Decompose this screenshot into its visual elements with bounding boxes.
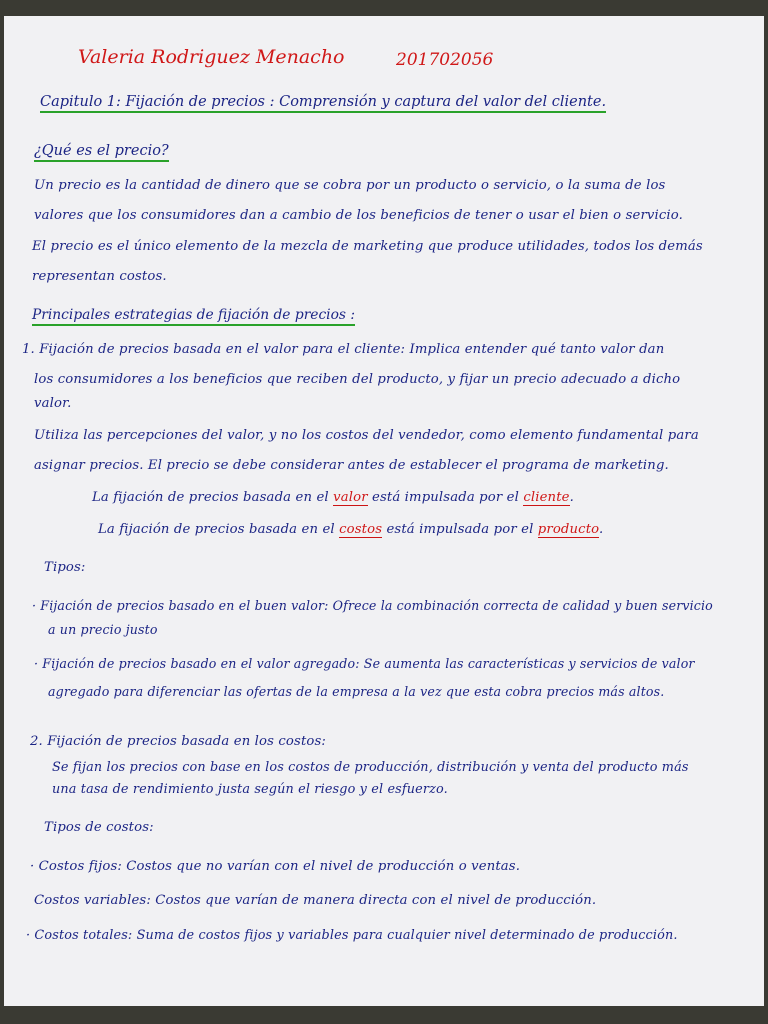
cost-line-mid: está impulsada por el <box>382 522 538 537</box>
costos-item: · Costos fijos: Costos que no varían con el nivel de producción o ventas. <box>30 859 521 874</box>
strategy-1-line: Utiliza las percepciones del valor, y no los costos del vendedor, como elemento fundamental para <box>34 428 699 443</box>
chapter-title-text: Capitulo 1: Fijación de precios : Comprensión y captura del valor del cliente. <box>40 94 606 113</box>
cost-driven-line <box>98 522 603 537</box>
tipo-line: a un precio justo <box>48 622 158 637</box>
costos-item: · Costos totales: Suma de costos fijos y variables para cualquier nivel determinado de producción. <box>26 928 678 943</box>
strategy-1-line: valor. <box>34 396 72 411</box>
question-heading-text: ¿Qué es el precio? <box>34 143 169 162</box>
paragraph-line: Un precio es la cantidad de dinero que se cobra por un producto o servicio, o la suma de los <box>34 178 666 193</box>
strategies-heading-text: Principales estrategias de fijación de precios : <box>32 307 355 326</box>
client-word: cliente <box>523 490 570 505</box>
costos-item: Costos variables: Costos que varían de manera directa con el nivel de producción. <box>34 893 597 908</box>
product-word: producto <box>537 522 600 537</box>
value-word: valor <box>333 490 368 505</box>
tipo-line: · Fijación de precios basado en el buen valor: Ofrece la combinación correcta de calidad y buen servicio <box>32 598 713 613</box>
cost-line-end: . <box>599 522 604 537</box>
strategy-1-line: los consumidores a los beneficios que reciben del producto, y fijar un precio adecuado a dicho <box>34 372 681 387</box>
cost-line-pre: La fijación de precios basada en el <box>98 522 340 537</box>
tipos-label: Tipos: <box>44 560 86 575</box>
value-line-mid: está impulsada por el <box>367 490 524 505</box>
paragraph-line: valores que los consumidores dan a cambio de los beneficios de tener o usar el bien o servicio. <box>34 208 684 223</box>
costs-word: costos <box>339 522 383 537</box>
strategy-2-line: 2. Fijación de precios basada en los costos: <box>30 734 326 749</box>
strategy-2-line: Se fijan los precios con base en los costos de producción, distribución y venta del producto más <box>52 760 689 775</box>
notebook-page <box>4 16 764 1006</box>
value-line-pre: La fijación de precios basada en el <box>92 490 334 505</box>
question-heading <box>34 143 169 159</box>
paragraph-line: El precio es el único elemento de la mezcla de marketing que produce utilidades, todos los demás <box>32 239 703 254</box>
value-driven-line <box>92 490 574 505</box>
costos-label: Tipos de costos: <box>44 820 154 835</box>
student-name: Valeria Rodriguez Menacho <box>78 46 345 68</box>
tipo-line: agregado para diferenciar las ofertas de la empresa a la vez que esta cobra precios más altos. <box>48 684 665 699</box>
strategy-2-line: una tasa de rendimiento justa según el riesgo y el esfuerzo. <box>52 782 448 797</box>
strategies-heading <box>32 307 355 323</box>
paragraph-line: representan costos. <box>32 269 167 284</box>
tipo-line: · Fijación de precios basado en el valor agregado: Se aumenta las características y servicios de valor <box>34 656 695 671</box>
chapter-title <box>40 94 606 110</box>
strategy-1-line: 1. Fijación de precios basada en el valor para el cliente: Implica entender qué tanto valor dan <box>22 342 665 357</box>
strategy-1-line: asignar precios. El precio se debe considerar antes de establecer el programa de marketing. <box>34 458 669 473</box>
student-id: 201702056 <box>396 50 494 70</box>
value-line-end: . <box>569 490 574 505</box>
